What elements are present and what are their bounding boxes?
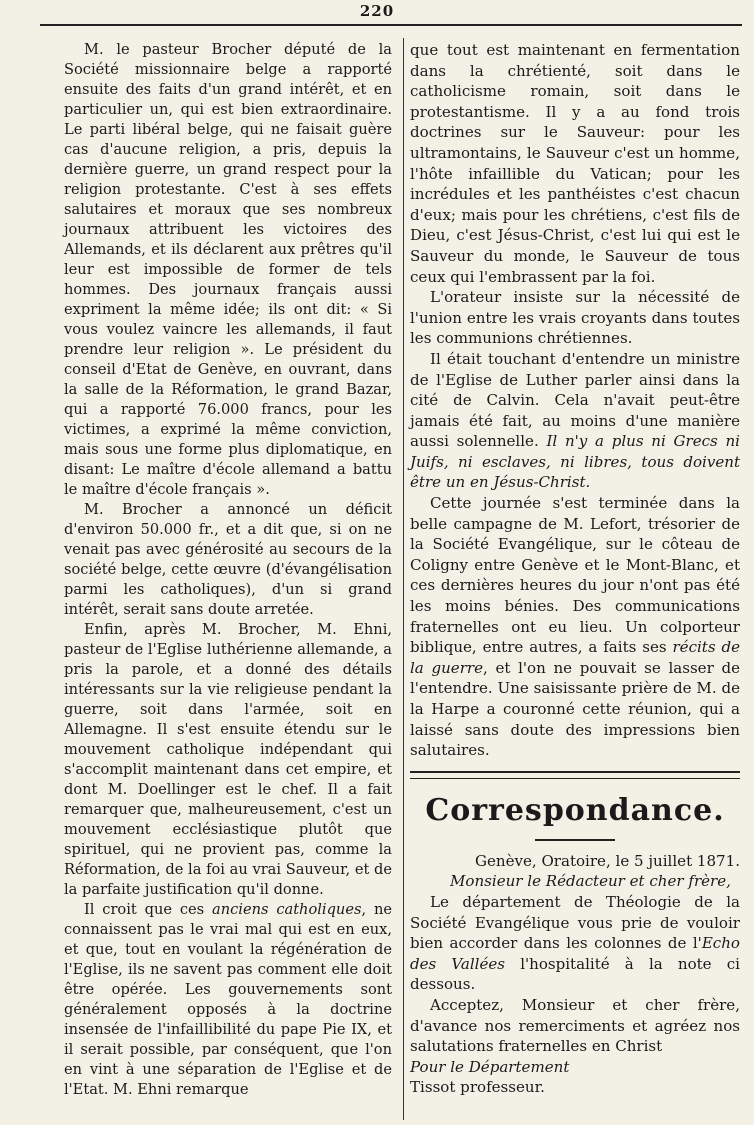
paragraph: M. le pasteur Brocher député de la Société missionnaire belge a rapporté ensuite des faits d'un grand intérêt, et en particulier un, qui est bien extraordinaire. Le parti libéral belge, qui ne faisait guère cas d'aucune religion, a pris, depuis la dernière guerre, un grand respect pour la religion protestante. C'est à ses effets salutaires et moraux que ses nombreux journaux attribuent les victoires des Allemands, et ils déclarent aux prêtres qu'il leur est impossible de former de tels hommes. Des journaux français aussi expriment la même idée; ils ont dit: « Si vous voulez vaincre les allemands, il faut prendre leur religion ». Le président du conseil d'Etat de Genève, en ouvrant, dans la salle de la Réformation, le grand Bazar, qui a rapporté 76.000 francs, pour les victimes, a exprimé la même conviction, mais sous une forme plus diplomatique, en disant: Le maître d'école allemand a battu le maître d'école français ». <box>64 41 392 498</box>
italic-run: anciens catholiques <box>212 901 362 918</box>
paragraph: M. Brocher a annoncé un déficit d'environ 50.000 fr., et a dit que, si on ne venait pas avec générosité au secours de la société belge, cette œuvre (d'évangélisation parmi les catholiques), d'un si grand intérêt, serait sans doute arretée. <box>64 501 392 618</box>
text-run: Il croit que ces <box>84 901 212 918</box>
italic-run: Il n'y a plus ni Grecs ni Juifs, ni esclaves, ni libres, tous doivent être un en Jésus-Christ. <box>410 432 740 492</box>
right-column <box>410 40 740 1098</box>
page-number: 220 <box>359 2 395 20</box>
text-run: l'hospitalité à la note ci dessous. <box>410 954 740 994</box>
heading-rule <box>535 839 615 841</box>
text-run: Le département de Théologie de la Société Evangélique vous prie de vouloir bien accorder dans les colonnes de l' <box>410 892 740 953</box>
text-run: Cette journée s'est terminée dans la belle campagne de M. Lefort, trésorier de la Société Evangélique, sur le côteau de Coligny entre Genève et le Mont-Blanc, et ces dernières heures du jour n'ont pas été les moins bénies. Des communications fraternelles ont eu lieu. Un colporteur biblique, entre autres, a faits ses <box>410 494 740 657</box>
paragraph <box>410 349 740 493</box>
text-run: , et l'on ne pouvait se lasser de l'entendre. Une saisissante prière de M. de la Harpe a couronné cette réunion, qui a laissé sans doute des impressions bien salutaires. <box>410 658 740 760</box>
paragraph <box>410 892 740 995</box>
paragraph: L'orateur insiste sur la nécessité de l'union entre les vrais croyants dans toutes les communions chrétiennes. <box>410 288 740 348</box>
signature-line: Pour le Département <box>410 1057 570 1076</box>
section-rule <box>410 771 740 779</box>
column-divider <box>403 38 404 1120</box>
italic-run: récits de la guerre <box>410 638 740 677</box>
paragraph: Enfin, après M. Brocher, M. Ehni, pasteur de l'Eglise luthérienne allemande, a pris la parole, et a donné des détails intéressants sur la vie religieuse pendant la guerre, soit dans l'armée, soit en Allemagne. Il s'est ensuite étendu sur le mouvement catholique indépendant qui s'accomplit maintenant dans cet empire, et dont M. Doellinger est le chef. Il a fait remarquer que, malheureusement, c'est un mouvement ecclésiastique plutôt que spirituel, qui ne provient pas, comme la Réformation, de la foi au vrai Sauveur, et de la parfaite justification qu'il donne. <box>64 621 392 898</box>
paragraph: que tout est maintenant en fermentation dans la chrétienté, soit dans le catholicisme romain, soit dans le protestantisme. Il y a au fond trois doctrines sur le Sauveur: pour les ultramontains, le Sauveur c'est un homme, l'hôte infaillible du Vatican; pour les incrédules et les panthéistes c'est chacun d'eux; mais pour les chrétiens, c'est fils de Dieu, c'est Jésus-Christ, c'est lui qui est le Sauveur du monde, le Sauveur de tous ceux qui l'embrassent par la foi. <box>410 41 740 286</box>
dateline: Genève, Oratoire, le 5 juillet 1871. <box>474 851 740 870</box>
paragraph <box>410 493 740 761</box>
salutation: Monsieur le Rédacteur et cher frère, <box>450 872 731 891</box>
section-heading: Correspondance. <box>425 792 725 828</box>
italic-run: Echo des Vallées <box>410 934 740 973</box>
paragraph: Acceptez, Monsieur et cher frère, d'avance nos remerciments et agréez nos salutations fraternelles en Christ <box>410 995 740 1056</box>
text-run: Il était touchant d'entendre un ministre de l'Eglise de Luther parler ainsi dans la cité de Calvin. Cela n'avait peut-être jamais été fait, au moins d'une manière aussi solennelle. <box>410 349 740 451</box>
header-rule <box>40 24 742 26</box>
text-run: , ne connaissent pas le vrai mal qui est en eux, et que, tout en voulant la régénération de l'Eglise, ils ne savent pas comment elle doit être opérée. Les gouvernements sont généralement opposés à la doctrine insensée de l'infaillibilité du pape Pie IX, et il serait possible, par conséquent, que l'on en vint à une séparation de l'Eglise et de l'Etat. M. Ehni remarque <box>64 901 392 1098</box>
left-column <box>64 40 392 1100</box>
signature-name: Tissot professeur. <box>410 1078 545 1097</box>
paragraph <box>64 900 392 1100</box>
